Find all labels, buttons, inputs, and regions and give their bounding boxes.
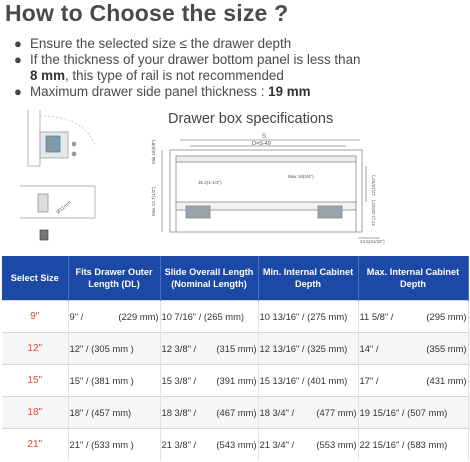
header-max-depth: Max. Internal Cabinet Depth: [358, 256, 468, 301]
dim-rail: 37 (1-15/32"): [371, 199, 376, 226]
bullet-dot-icon: ●: [14, 84, 22, 99]
bullet-text: If the thickness of your drawer bottom panel is less than: [30, 52, 361, 67]
bullet-text: Ensure the selected size ≤ the drawer depth: [30, 36, 292, 51]
bullet-bold: 19 mm: [268, 84, 311, 99]
bullet-dot-icon: ●: [14, 52, 22, 67]
requirements-list: [14, 36, 464, 100]
size-cell: 21": [2, 429, 68, 461]
dim-d: D=S-49: [252, 141, 271, 147]
header-drawer-length: Fits Drawer Outer Length (DL): [68, 256, 160, 301]
table-row: 9" 9" / (229 mm) 10 7/16" / (265 mm) 10 13/16" / (275 mm) 11 5/8" / (295 mm): [2, 301, 468, 333]
bullet-text: , this type of rail is not recommended: [64, 68, 284, 83]
bullet-bold: 8 mm: [30, 68, 65, 83]
bullet-thickness: [14, 52, 464, 68]
dim-side-max: Max 19(3/4"): [288, 174, 314, 179]
dim-max-height: Max 13.7(1/2"): [151, 186, 156, 216]
hole-diameter-label: Ø11mm: [55, 199, 73, 216]
size-cell: 9": [2, 301, 68, 333]
mounting-detail-drawing: [20, 110, 95, 240]
page-title: How to Choose the size ?: [5, 0, 289, 26]
size-cell: 12": [2, 333, 68, 365]
table-row: 18" 18" / (457 mm) 18 3/8" / (467 mm) 18 3/4" / (477 mm) 19 15/16" / (507 mm): [2, 397, 468, 429]
table-header-row: [2, 256, 468, 301]
drawer-box-drawing: [162, 140, 380, 238]
size-cell: 18": [2, 397, 68, 429]
spec-title: Drawer box specifications: [168, 111, 334, 127]
bullet-side-panel: [14, 84, 464, 100]
bullet-depth: [14, 36, 464, 52]
size-cell: 15": [2, 365, 68, 397]
table-row: 21" 21" / (533 mm ) 21 3/8" / (543 mm) 21 3/4" / (553 mm) 22 15/16" / (583 mm): [2, 429, 468, 461]
dim-bottom: 12(15/32"): [371, 175, 376, 196]
bullet-thickness-cont: [14, 68, 464, 84]
table-row: 15" 15" / (381 mm ) 15 3/8" / (391 mm) 15 13/16" / (401 mm) 17" / (431 mm): [2, 365, 468, 397]
header-min-depth: Min. Internal Cabinet Depth: [258, 256, 358, 301]
dim-s: S: [262, 134, 267, 140]
table-row: 12" 12" / (305 mm ) 12 3/8" / (315 mm) 12 13/16" / (325 mm) 14" / (355 mm): [2, 333, 468, 365]
header-slide-length: Slide Overall Length (Nominal Length): [160, 256, 258, 301]
drawer-diagram: [0, 106, 470, 256]
dim-min-height: Min 16(5/8"): [151, 139, 156, 164]
bullet-dot-icon: ●: [14, 36, 22, 51]
bullet-text: Maximum drawer side panel thickness :: [30, 84, 269, 99]
dim-front: 35.2(1-1/3"): [198, 180, 222, 185]
header-select-size: Select Size: [2, 256, 68, 301]
size-table: [2, 256, 469, 460]
dim-rear: 24.5(31/32"): [360, 239, 385, 244]
